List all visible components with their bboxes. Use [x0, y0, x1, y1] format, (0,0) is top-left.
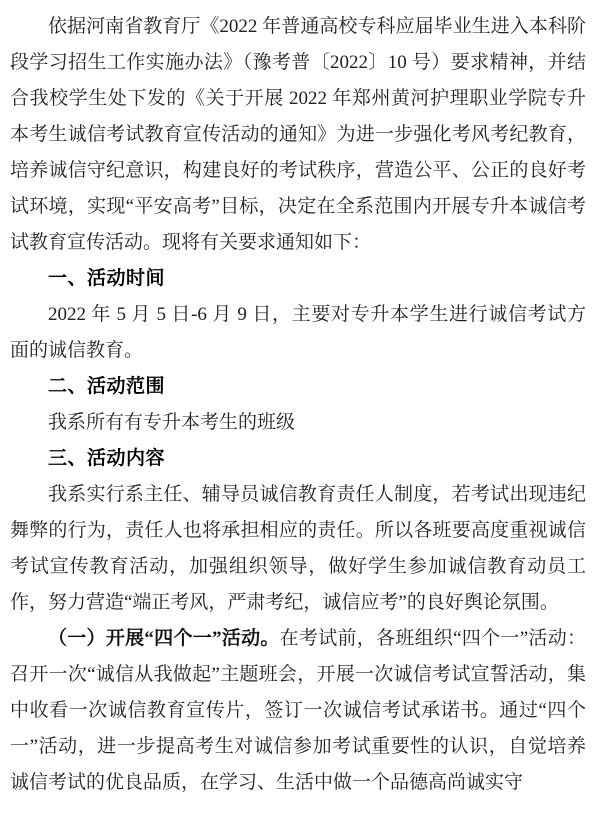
section2-paragraph: 我系所有有专升本考生的班级 [48, 412, 296, 433]
section-heading-activity-time: 一、活动时间 [48, 268, 166, 289]
section-heading-activity-content: 三、活动内容 [48, 448, 166, 469]
section3-paragraph-responsibility: 我系实行系主任、辅导员诚信教育责任人制度，若考试出现违纪舞弊的行为，责任人也将承担相应的责任。所以各班要高度重视诚信考试宣传教育活动，加强组织领导，做好学生参加诚信教育动员工作，努力营造“端正考风，严肃考纪，诚信应考”的良好舆论氛围。 [10, 484, 586, 613]
section-heading-activity-scope: 二、活动范围 [48, 376, 166, 397]
section3-paragraph-four-ones [10, 621, 586, 801]
section1-paragraph: 2022 年 5 月 5 日-6 月 9 日，主要对专升本学生进行诚信考试方面的诚信教育。 [10, 304, 586, 361]
four-ones-lead-in: （一）开展“四个一”活动。 [48, 628, 280, 649]
document-body [10, 9, 586, 801]
intro-paragraph: 依据河南省教育厅《2022 年普通高校专科应届毕业生进入本科阶段学习招生工作实施办法》（豫考普〔2022〕10 号）要求精神，并结合我校学生处下发的《关于开展 2022 年郑州黄河护理职业学院专升本考生诚信考试教育宣传活动的通知》为进一步强化考风考纪教育，培养诚信守纪意识，构建良好的考试秩序，营造公平、公正的良好考试环境，实现“平安高考”目标，决定在全系范围内开展专升本诚信考试教育宣传活动。现将有关要求通知如下： [10, 16, 586, 253]
four-ones-body-text: 在考试前，各班组织“四个一”活动：召开一次“诚信从我做起”主题班会，开展一次诚信考试宣誓活动，集中收看一次诚信教育宣传片，签订一次诚信考试承诺书。通过“四个一”活动，进一步提高考生对诚信参加考试重要性的认识，自觉培养诚信考试的优良品质，在学习、生活中做一个品德高尚诚实守 [10, 628, 586, 793]
